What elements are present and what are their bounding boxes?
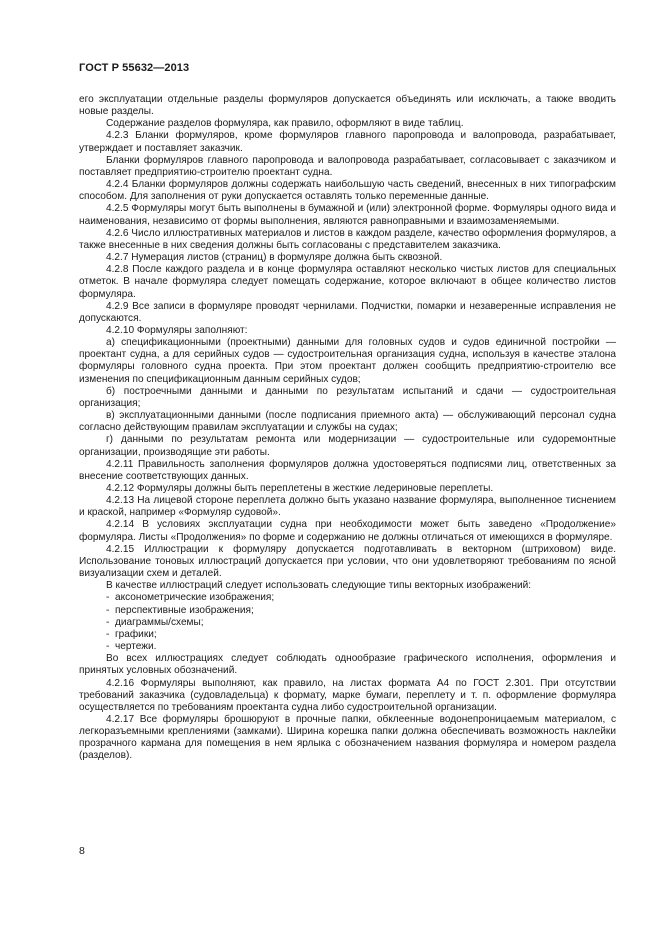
paragraph: 4.2.15 Иллюстрации к формуляру допускается подготавливать в векторном (штриховом) виде. Использование тоновых иллюстраций допускается при условии, что они удовлетворяют требованиям по ясной визуализации схем и деталей. — [79, 543, 616, 580]
paragraph: 4.2.17 Все формуляры брошюруют в прочные папки, обклеенные водонепроницаемым материалом, с легкоразъемными креплениями (замками). Ширина корешка папки должна обеспечивать возможность наклейки прозрачного кармана для помещения в нем ярлыка с обозначением названия формуляра и номером раздела (разделов). — [79, 713, 616, 762]
page-number: 8 — [79, 845, 85, 857]
paragraph: 4.2.5 Формуляры могут быть выполнены в бумажной и (или) электронной форме. Формуляры одного вида и наименования, независимо от формы выполнения, являются равноправными и взаимозаменяемыми. — [79, 203, 616, 227]
paragraph: Бланки формуляров главного паропровода и валопровода разрабатывает, согласовывает с заказчиком и поставляет предприятию-строителю проектант судна. — [79, 154, 616, 178]
paragraph: 4.2.16 Формуляры выполняют, как правило, на листах формата А4 по ГОСТ 2.301. При отсутствии требований заказчика (судовладельца) к формату, марке бумаги, переплету и т. п. оформление формуляра осуществляется по требованиям проектанта судна либо судостроительной организации. — [79, 677, 616, 713]
paragraph: 4.2.12 Формуляры должны быть переплетены в жесткие ледериновые переплеты. — [106, 483, 494, 494]
paragraph: б) построечными данными и данными по результатам испытаний и сдачи — судостроительная организация; — [79, 385, 616, 409]
paragraph: Содержание разделов формуляра, как правило, оформляют в виде таблиц. — [106, 118, 464, 130]
list-item: - аксонометрические изображения; — [106, 592, 275, 604]
paragraph: 4.2.7 Нумерация листов (страниц) в формуляре должна быть сквозной. — [106, 252, 443, 264]
document-body — [79, 94, 616, 763]
list-item: - графики; — [106, 628, 157, 640]
list-item: - чертежи. — [106, 641, 157, 653]
paragraph: Во всех иллюстрациях следует соблюдать однообразие графического исполнения, оформления и принятых условных обозначений. — [79, 653, 616, 677]
paragraph: 4.2.3 Бланки формуляров, кроме формуляров главного паропровода и валопровода, разрабатывает, утверждает и поставляет заказчик. — [79, 130, 616, 154]
paragraph: 4.2.11 Правильность заполнения формуляров должна удостоверяться подписями лиц, ответственных за внесение соответствующих данных. — [79, 458, 616, 482]
paragraph: г) данными по результатам ремонта или модернизации — судостроительные или судоремонтные организации, производящие эти работы. — [79, 434, 616, 458]
paragraph: 4.2.14 В условиях эксплуатации судна при необходимости может быть заведено «Продолжение» формуляра. Листы «Продолжения» по форме и содержанию не должны отличаться от имеющихся в формуляре. — [79, 519, 616, 543]
list-item: - диаграммы/схемы; — [106, 616, 204, 628]
paragraph: а) спецификационными (проектными) данными для головных судов и судов единичной постройки — проектант судна, а для серийных судов — судостроительная организация судна, используя в качестве эталона формуляры головного судна проекта. При этом проектант должен сообщить предприятию-строителю все изменения по спецификационным данным серийных судов; — [79, 337, 616, 385]
paragraph: 4.2.6 Число иллюстративных материалов и листов в каждом разделе, качество оформления формуляров, а также внесенные в них сведения должны быть согласованы с представителем заказчика. — [79, 227, 616, 251]
paragraph: В качестве иллюстраций следует использовать следующие типы векторных изображений: — [106, 580, 532, 592]
paragraph: в) эксплуатационными данными (после подписания приемного акта) — обслуживающий персонал судна согласно действующим правилам эксплуатации и службы на судах; — [79, 410, 616, 434]
paragraph: 4.2.10 Формуляры заполняют: — [106, 324, 248, 336]
list-item: - перспективные изображения; — [106, 604, 254, 616]
document-header: ГОСТ Р 55632—2013 — [79, 62, 190, 74]
paragraph: 4.2.8 После каждого раздела и в конце формуляра оставляют несколько чистых листов для специальных отметок. В начале формуляра следует помещать содержание, которое включают в общее количество листов формуляра. — [79, 264, 616, 300]
paragraph: 4.2.13 На лицевой стороне переплета должно быть указано название формуляра, выполненное тиснением и краской, например «Формуляр судовой». — [79, 495, 616, 519]
paragraph: его эксплуатации отдельные разделы формуляров допускается объединять или исключать, а также вводить новые разделы. — [79, 94, 616, 118]
paragraph: 4.2.9 Все записи в формуляре проводят чернилами. Подчистки, помарки и незаверенные исправления не допускаются. — [79, 300, 616, 324]
paragraph: 4.2.4 Бланки формуляров должны содержать наибольшую часть сведений, внесенных в них типографским способом. Для заполнения от руки допускается оставлять только переменные данные. — [79, 179, 616, 203]
